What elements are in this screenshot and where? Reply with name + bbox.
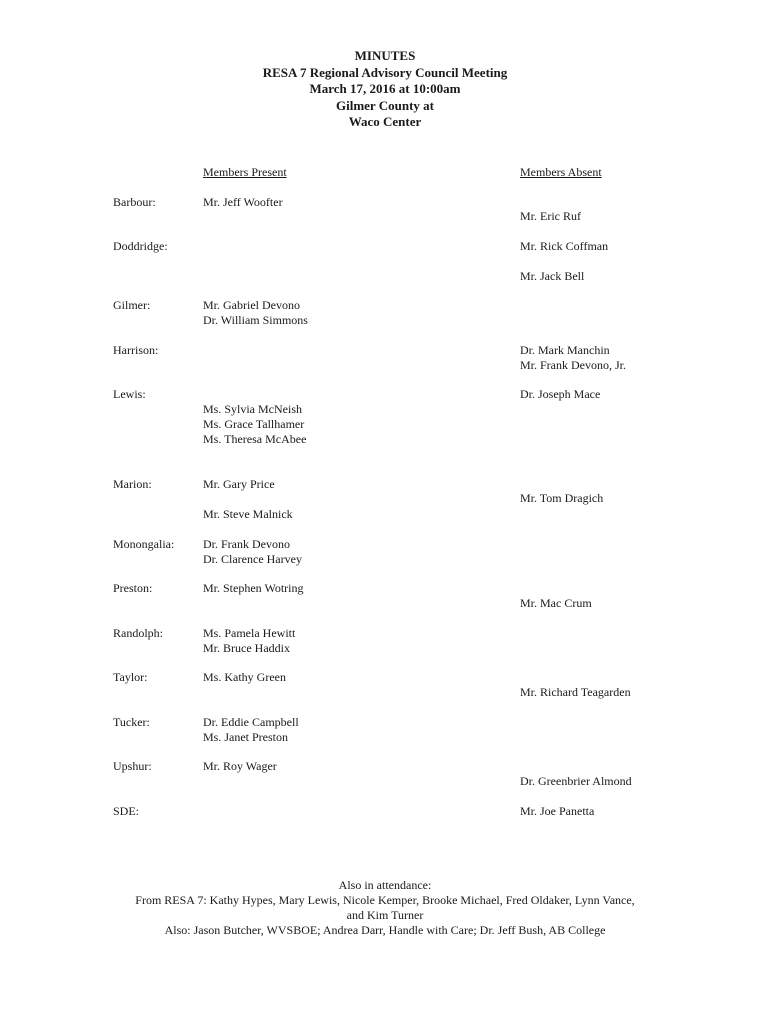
- absent-member: Mr. Tom Dragich: [520, 491, 604, 505]
- present-member: Mr. Jeff Woofter: [203, 195, 283, 209]
- present-member: Mr. Gabriel Devono: [203, 298, 300, 312]
- attendance-resa7-cont: and Kim Turner: [346, 908, 424, 922]
- absent-member: Dr. Greenbrier Almond: [520, 774, 632, 788]
- absent-member: Mr. Eric Ruf: [520, 209, 581, 223]
- present-member: Ms. Pamela Hewitt: [203, 626, 296, 640]
- present-member: Ms. Sylvia McNeish: [203, 402, 302, 416]
- header-meeting-title: RESA 7 Regional Advisory Council Meeting: [262, 64, 508, 80]
- county-label: Upshur:: [113, 759, 152, 773]
- present-member: Mr. Bruce Haddix: [203, 641, 290, 655]
- attendance-section: [0, 878, 770, 938]
- absent-member: Dr. Mark Manchin: [520, 343, 610, 357]
- county-label: Barbour:: [113, 195, 156, 209]
- present-member: Ms. Janet Preston: [203, 730, 288, 744]
- present-member: Mr. Roy Wager: [203, 759, 277, 773]
- county-label: SDE:: [113, 804, 140, 818]
- present-member: Mr. Steve Malnick: [203, 507, 293, 521]
- present-member: Mr. Stephen Wotring: [203, 581, 304, 595]
- present-member: Dr. Frank Devono: [203, 537, 290, 551]
- present-member: Dr. Eddie Campbell: [203, 715, 299, 729]
- present-member: Dr. Clarence Harvey: [203, 552, 302, 566]
- document-header: [0, 48, 770, 131]
- attendance-other: Also: Jason Butcher, WVSBOE; Andrea Darr, Handle with Care; Dr. Jeff Bush, AB College: [164, 923, 606, 937]
- absent-member: Mr. Richard Teagarden: [520, 685, 631, 699]
- absent-member: Mr. Frank Devono, Jr.: [520, 358, 626, 372]
- absent-member: Mr. Joe Panetta: [520, 804, 595, 818]
- county-label: Monongalia:: [113, 537, 175, 551]
- present-member: Dr. William Simmons: [203, 313, 308, 327]
- county-label: Randolph:: [113, 626, 163, 640]
- header-minutes: MINUTES: [354, 48, 416, 63]
- absent-member: Mr. Jack Bell: [520, 269, 585, 283]
- header-date: March 17, 2016 at 10:00am: [309, 81, 461, 96]
- county-label: Gilmer:: [113, 298, 151, 312]
- county-label: Lewis:: [113, 387, 146, 401]
- attendance-heading: Also in attendance:: [338, 878, 432, 892]
- present-member: Ms. Theresa McAbee: [203, 432, 307, 446]
- county-label: Tucker:: [113, 715, 150, 729]
- present-member: Ms. Grace Tallhamer: [203, 417, 305, 431]
- absent-member: Mr. Rick Coffman: [520, 239, 609, 253]
- members-absent-heading: Members Absent: [520, 165, 602, 179]
- county-label: Harrison:: [113, 343, 159, 357]
- absent-member: Dr. Joseph Mace: [520, 387, 601, 401]
- members-present-heading: Members Present: [203, 165, 287, 179]
- present-member: Ms. Kathy Green: [203, 670, 286, 684]
- county-label: Marion:: [113, 477, 152, 491]
- county-label: Doddridge:: [113, 239, 168, 253]
- attendance-resa7: From RESA 7: Kathy Hypes, Mary Lewis, Nicole Kemper, Brooke Michael, Fred Oldaker, Lynn Vance,: [135, 893, 635, 907]
- absent-member: Mr. Mac Crum: [520, 596, 592, 610]
- present-member: Mr. Gary Price: [203, 477, 275, 491]
- header-location: Waco Center: [348, 114, 422, 129]
- county-label: Taylor:: [113, 670, 148, 684]
- county-label: Preston:: [113, 581, 153, 595]
- header-county: Gilmer County at: [336, 97, 434, 113]
